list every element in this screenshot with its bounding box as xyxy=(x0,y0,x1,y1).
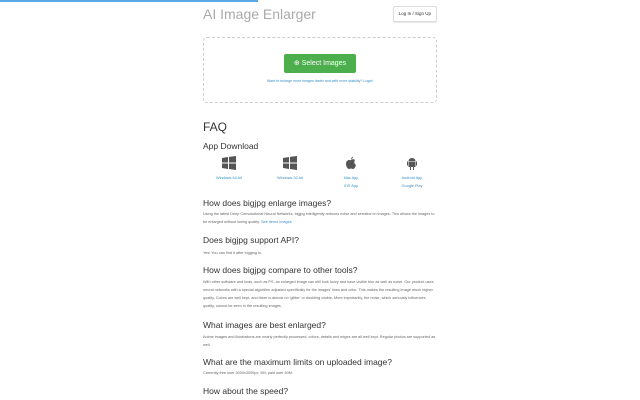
faq-question: How about the speed? xyxy=(203,386,289,396)
app-download-list xyxy=(203,156,437,196)
select-images-button[interactable]: ⊕ Select Images xyxy=(284,54,356,73)
faq-answer: Anime images and illustrations are nearly perfectly processed, colors, details and edges are all well kept. Regular photos are supported as well. xyxy=(203,335,436,347)
faq-answer: Currently free user 3000x3000px, 5M; paid user 50M. xyxy=(203,371,293,375)
faq-question: Does bigjpg support API? xyxy=(203,235,299,245)
page-title: AI Image Enlarger xyxy=(203,6,316,22)
app-windows-32 xyxy=(265,156,315,184)
mac-app-link[interactable]: Mac App xyxy=(343,176,359,180)
android-icon xyxy=(405,156,419,170)
faq-answer: With other software and tools, such as PS, an enlarged image can still look fuzzy and have visible blur as well as noise. Our product uses neural networks with a special algorithm adjusted specifically for the images' lines and color. This makes the resulting image much higher quality. Colors are well kept, and there is almost no 'glitter' or doubling visible. More importantly, the noise, which seriously influences quality, cannot be seen in the resulting images. xyxy=(203,280,434,308)
faq-heading: FAQ xyxy=(203,120,228,134)
faq-question: What are the maximum limits on uploaded image? xyxy=(203,357,392,367)
faq-question: How does bigjpg compare to other tools? xyxy=(203,265,358,275)
app-download-heading: App Download xyxy=(203,141,259,151)
ios-app-link[interactable]: IOS App xyxy=(343,184,359,188)
apple-icon xyxy=(344,156,358,170)
demo-images-link[interactable]: See demo images. xyxy=(260,220,293,224)
windows-64-link[interactable]: Windows 64-bit xyxy=(216,176,242,180)
app-windows-64 xyxy=(204,156,254,184)
faq-answer: Using the latest Deep Convolutional Neural Networks, bigjpg intelligently reduces noise and serration in images. This allows the images to be enlarged without losing quality. See demo images. xyxy=(203,212,435,224)
android-app-link[interactable]: Android App xyxy=(401,176,423,180)
windows-icon xyxy=(222,156,236,170)
app-android xyxy=(387,156,437,192)
faq-question: How does bigjpg enlarge images? xyxy=(203,198,332,208)
login-hint-link[interactable]: Want to enlarge more images faster and with more stability? Login! xyxy=(266,79,374,83)
windows-32-link[interactable]: Windows 32-bit xyxy=(277,176,303,180)
faq-answer: Yes! You can find it after logging in. xyxy=(203,251,262,255)
upload-area[interactable] xyxy=(203,37,437,103)
login-button[interactable]: Log In / Sign Up xyxy=(393,6,437,22)
app-apple xyxy=(326,156,376,192)
google-play-link[interactable]: Google Play xyxy=(401,184,423,188)
plus-circle-icon: ⊕ xyxy=(293,60,300,67)
faq-question: What images are best enlarged? xyxy=(203,320,326,330)
loading-progress-bar xyxy=(0,0,258,2)
windows-icon xyxy=(283,156,297,170)
